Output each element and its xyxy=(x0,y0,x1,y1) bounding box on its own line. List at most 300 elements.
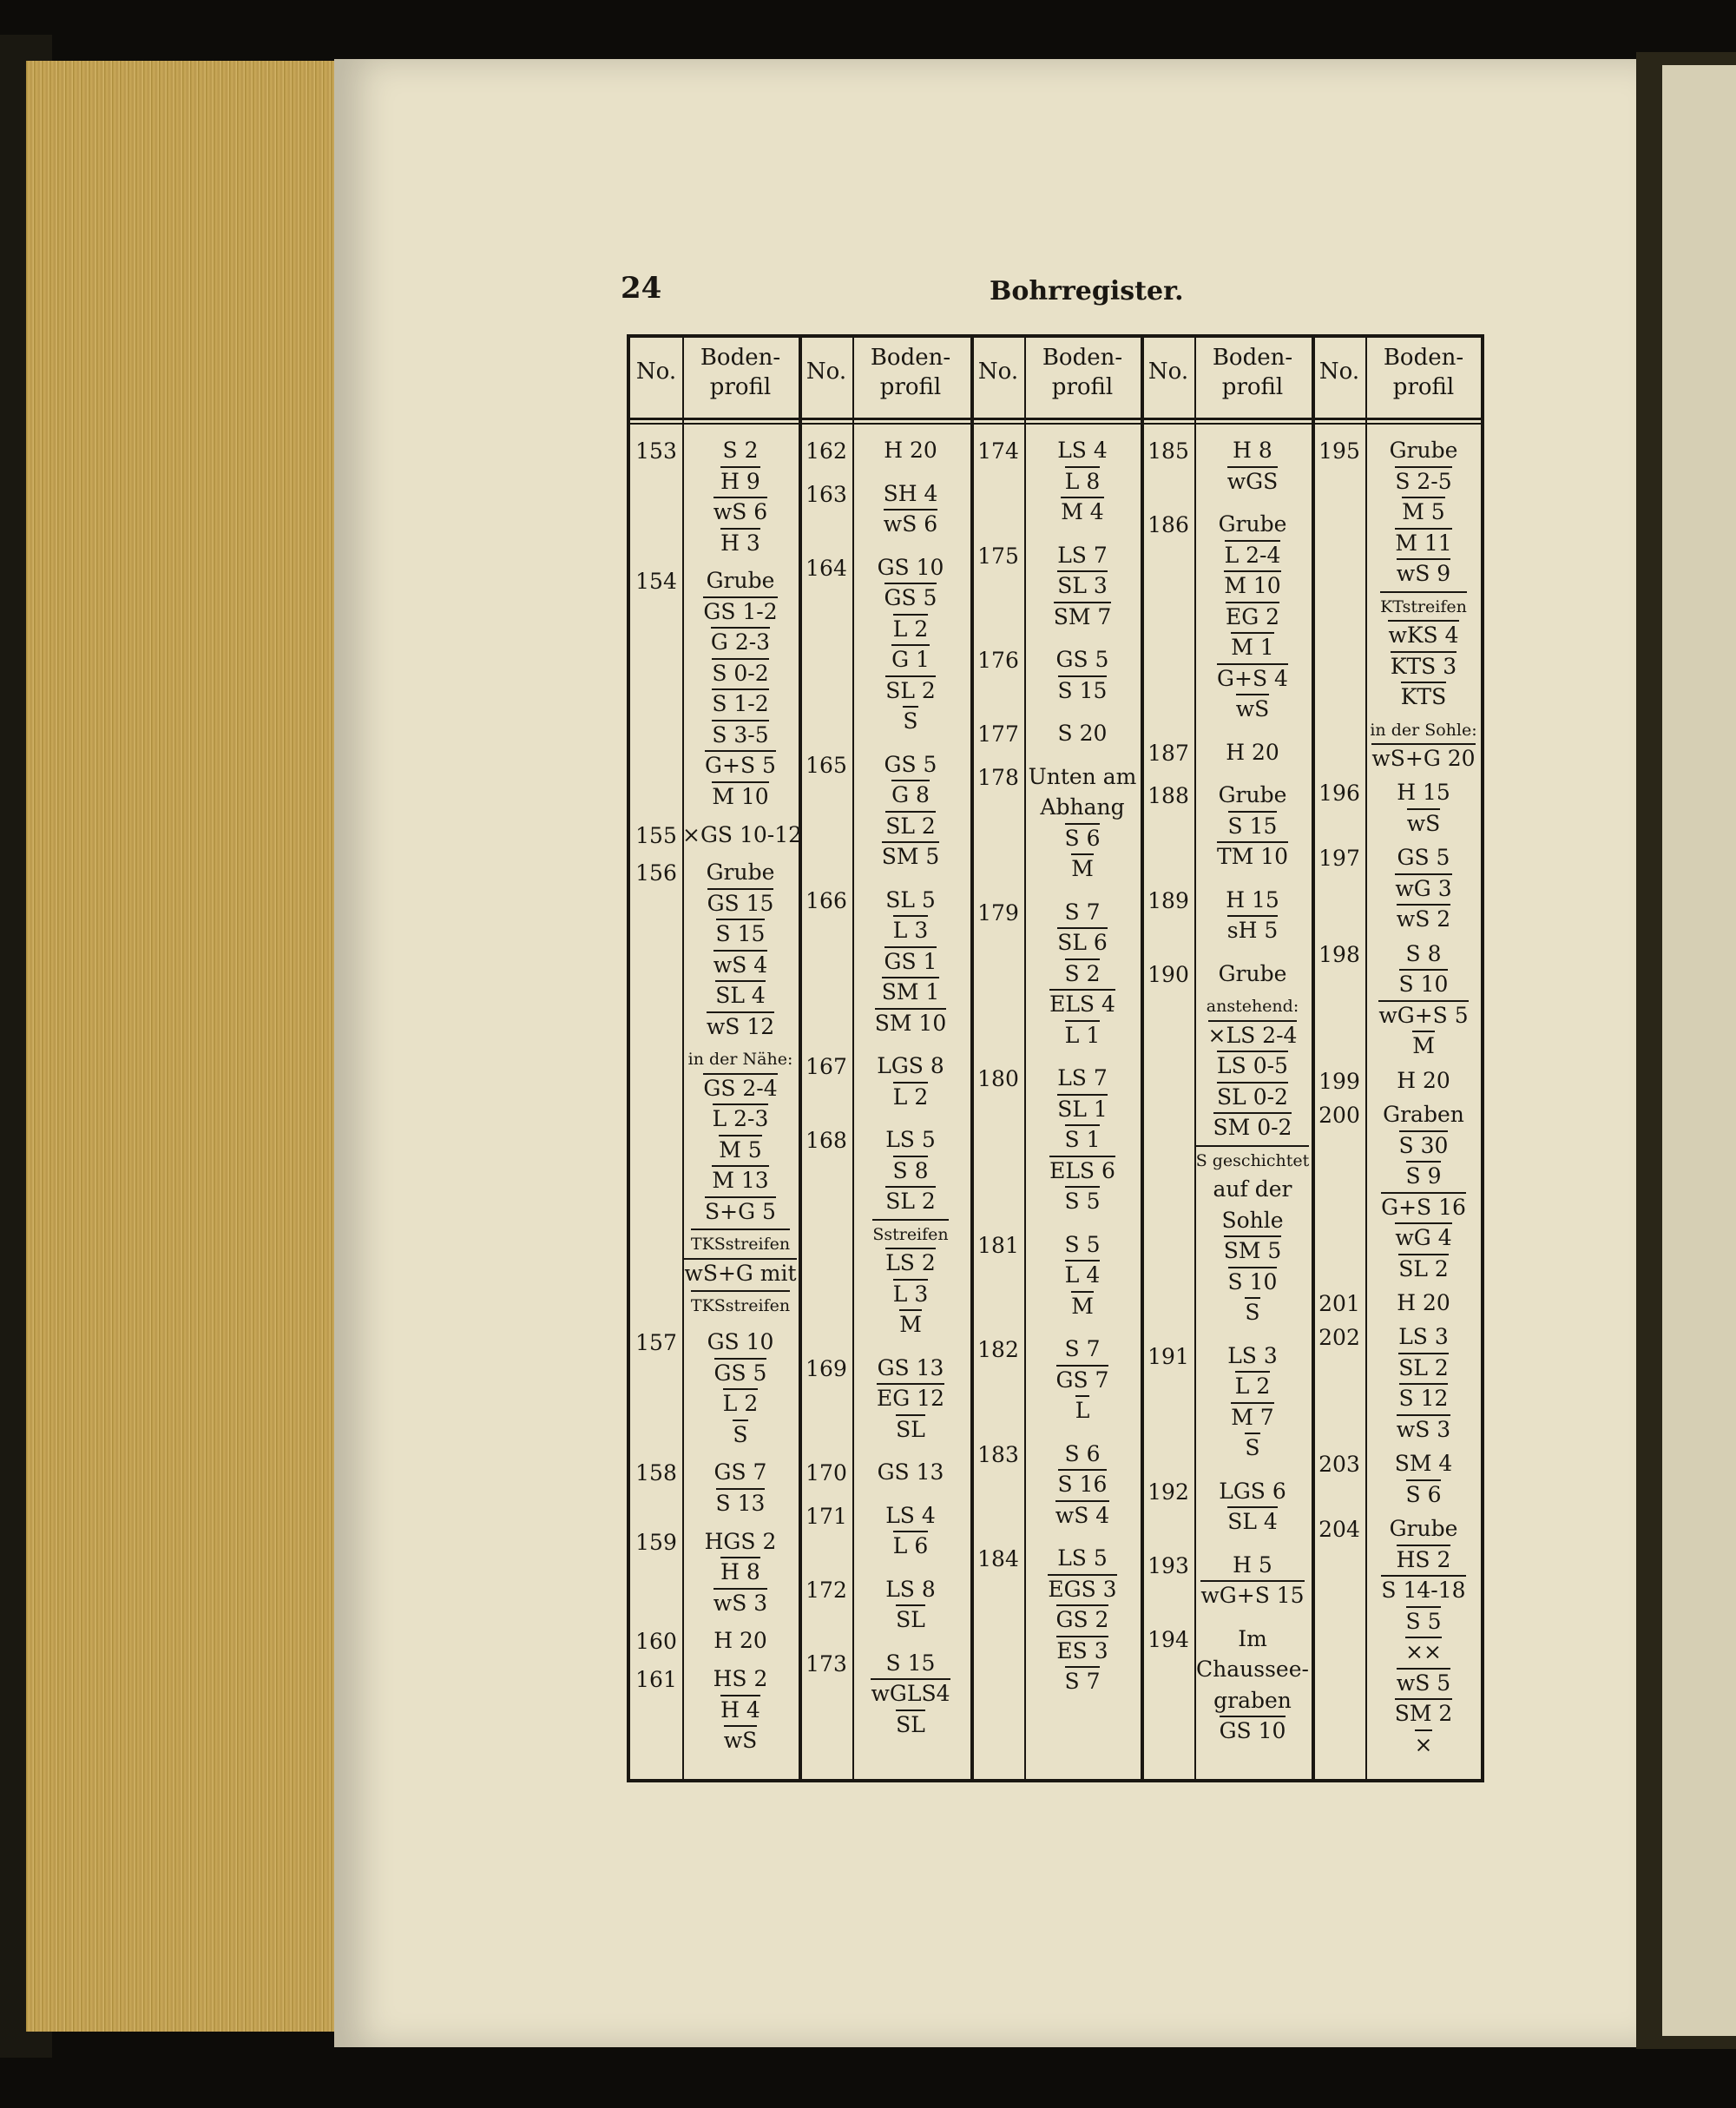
header-profile-line1: Boden- xyxy=(870,345,951,371)
profile-layer: H 20 xyxy=(1226,739,1279,765)
bohrregister-table xyxy=(627,334,1484,1782)
profile-line xyxy=(682,1327,799,1357)
profile-layer: S 1 xyxy=(1065,1124,1101,1154)
bohrung-number: 199 xyxy=(1318,1068,1360,1094)
profile-line xyxy=(1365,1606,1482,1637)
profile-line xyxy=(682,980,799,1011)
profile-line xyxy=(682,1358,799,1388)
profile-layer: KTS xyxy=(1401,682,1446,711)
profile-line xyxy=(1365,1192,1482,1222)
profile-line xyxy=(852,1082,969,1112)
profile-line xyxy=(1194,694,1311,724)
profile-line xyxy=(1365,842,1482,873)
header-bodenprofil xyxy=(852,343,969,402)
profile-line xyxy=(1024,989,1141,1019)
profile-line xyxy=(1024,1439,1141,1469)
profile-line xyxy=(852,1051,969,1081)
profile-line xyxy=(682,565,799,596)
profile-layer: Grube xyxy=(1389,438,1458,463)
profile-line xyxy=(1365,1545,1482,1575)
profile-line xyxy=(852,1124,969,1155)
profile-layer: L 3 xyxy=(893,915,928,945)
profile-layer: S 13 xyxy=(716,1488,766,1518)
profile-line xyxy=(1365,1729,1482,1760)
bohrung-number: 153 xyxy=(635,438,677,464)
profile-layer: G 2-3 xyxy=(711,627,770,656)
bohrung-number: 157 xyxy=(635,1330,677,1356)
profile-layer: H 8 xyxy=(720,1557,760,1586)
profile-layer: GS 1 xyxy=(884,946,937,976)
profile-line xyxy=(1024,1229,1141,1260)
bohrung-number: 155 xyxy=(635,822,677,848)
profile-line xyxy=(852,1709,969,1740)
profile-layer: wS 9 xyxy=(1397,558,1450,588)
profile-layer: S 12 xyxy=(1399,1383,1449,1413)
profile-line xyxy=(682,1073,799,1103)
page-header xyxy=(621,271,1184,314)
profile-layer: SL 1 xyxy=(1057,1094,1108,1123)
profile-layer: SL xyxy=(896,1709,925,1739)
profile-line xyxy=(1024,540,1141,570)
profile-line xyxy=(682,1557,799,1587)
profile-layer: SL 2 xyxy=(885,811,936,840)
profile-line xyxy=(682,466,799,497)
profile-line xyxy=(682,1258,799,1288)
bohrung-number: 164 xyxy=(806,555,847,581)
profile-line xyxy=(1194,885,1311,915)
profile-line xyxy=(1194,435,1311,465)
profile-line xyxy=(682,658,799,688)
profile-line xyxy=(682,435,799,465)
bohrung-number: 177 xyxy=(977,721,1019,747)
profile-layer: wG 3 xyxy=(1395,873,1451,903)
profile-line xyxy=(852,583,969,613)
profile-layer: M 5 xyxy=(719,1135,761,1164)
profile-line xyxy=(1194,1143,1311,1175)
profile-layer: GS 2 xyxy=(1056,1604,1109,1634)
profile-line xyxy=(1024,435,1141,465)
profile-line xyxy=(852,1414,969,1445)
profile-line xyxy=(852,749,969,780)
profile-layer: H 20 xyxy=(884,438,937,463)
header-profile-line2: profil xyxy=(1221,374,1284,400)
bohrung-number: 172 xyxy=(806,1577,847,1603)
profile-line xyxy=(1365,1321,1482,1352)
profile-line xyxy=(1024,1543,1141,1573)
profile-layer: S 6 xyxy=(1406,1479,1442,1509)
profile-line xyxy=(852,478,969,509)
profile-layer: LS 5 xyxy=(1057,1545,1108,1571)
profile-layer: S 15 xyxy=(1058,675,1108,705)
profile-line xyxy=(1365,904,1482,934)
header-bodenprofil xyxy=(1365,343,1482,402)
bohrung-number: 196 xyxy=(1318,781,1360,807)
profile-layer: S 30 xyxy=(1399,1130,1449,1160)
profile-line xyxy=(682,1457,799,1487)
profile-layer: M 5 xyxy=(1402,497,1444,526)
profile-line xyxy=(1365,1353,1482,1383)
profile-line xyxy=(1024,1666,1141,1696)
profile-layer: SL 2 xyxy=(885,1186,936,1215)
profile-line xyxy=(1194,1051,1311,1081)
bohrung-number: 198 xyxy=(1318,941,1360,967)
profile-line xyxy=(682,1488,799,1518)
profile-line xyxy=(1194,1716,1311,1746)
profile-layer: Abhang xyxy=(1040,794,1125,820)
profile-line xyxy=(1024,1186,1141,1216)
profile-layer: ×GS 10-12 xyxy=(682,821,803,847)
profile-line xyxy=(1365,528,1482,558)
profile-line xyxy=(1194,1235,1311,1266)
profile-layer: S 15 xyxy=(1228,811,1278,840)
bohrung-number: 186 xyxy=(1147,512,1189,537)
bohrung-number: 166 xyxy=(806,887,847,913)
profile-layer: LS 7 xyxy=(1057,542,1108,568)
profile-line xyxy=(682,1588,799,1618)
header-no: No. xyxy=(635,359,677,385)
profile-line xyxy=(1024,1395,1141,1426)
profile-layer: S 5 xyxy=(1065,1186,1101,1215)
profile-layer: LS 2 xyxy=(885,1248,936,1277)
bohrung-number: 175 xyxy=(977,543,1019,569)
profile-layer: SL 4 xyxy=(715,980,766,1010)
profile-line xyxy=(852,946,969,977)
profile-line xyxy=(1194,1506,1311,1537)
profile-layer: Grube xyxy=(1218,960,1287,986)
profile-line xyxy=(682,1135,799,1165)
profile-layer: S 10 xyxy=(1228,1267,1278,1296)
profile-line xyxy=(1365,651,1482,682)
profile-layer: SL 0-2 xyxy=(1217,1082,1288,1111)
profile-layer: S 8 xyxy=(893,1156,929,1185)
profile-line xyxy=(1365,743,1482,774)
profile-layer: M xyxy=(1412,1031,1435,1060)
profile-line xyxy=(1365,1161,1482,1191)
profile-layer: GS 5 xyxy=(1055,647,1109,672)
profile-layer: SM 7 xyxy=(1054,602,1112,631)
profile-layer: S 10 xyxy=(1399,969,1449,998)
profile-line xyxy=(1365,620,1482,650)
bohrung-number: 190 xyxy=(1147,961,1189,987)
profile-layer: wG+S 5 xyxy=(1378,1000,1468,1030)
profile-layer: graben xyxy=(1213,1687,1292,1713)
bohrung-number: 173 xyxy=(806,1650,847,1677)
header-profile-line1: Boden- xyxy=(1383,345,1464,371)
profile-layer: S+G 5 xyxy=(705,1196,776,1226)
profile-line xyxy=(1024,823,1141,853)
profile-line xyxy=(1194,1112,1311,1143)
profile-line xyxy=(1365,1668,1482,1698)
profile-line xyxy=(682,888,799,919)
profile-line xyxy=(1365,1254,1482,1284)
profile-line xyxy=(1024,1469,1141,1499)
profile-layer: H 4 xyxy=(720,1695,760,1724)
profile-layer: SL 2 xyxy=(885,675,936,705)
profile-layer: wS xyxy=(724,1725,758,1755)
profile-line xyxy=(1024,1020,1141,1051)
profile-layer: GS 7 xyxy=(713,1459,767,1485)
profile-layer: SL 4 xyxy=(1227,1506,1278,1536)
profile-line xyxy=(1194,509,1311,539)
profile-layer: wS+G mit xyxy=(684,1258,796,1288)
bohrung-number: 158 xyxy=(635,1460,677,1486)
profile-layer: EG 2 xyxy=(1226,602,1279,631)
profile-layer: SH 4 xyxy=(883,480,938,506)
profile-layer: G+S 16 xyxy=(1381,1192,1466,1222)
profile-line xyxy=(682,528,799,558)
profile-layer: GS 5 xyxy=(714,1358,767,1387)
profile-layer: GS 15 xyxy=(707,888,774,918)
profile-line xyxy=(1024,1291,1141,1321)
bohrung-number: 183 xyxy=(977,1441,1019,1467)
bohrung-number: 187 xyxy=(1147,740,1189,766)
profile-line xyxy=(1365,590,1482,621)
profile-layer: G+S 5 xyxy=(705,750,776,780)
profile-layer: L 4 xyxy=(1065,1260,1100,1289)
profile-line xyxy=(682,1227,799,1258)
profile-layer: L 2-4 xyxy=(1225,540,1281,570)
profile-layer: LGS 6 xyxy=(1219,1478,1286,1504)
profile-line xyxy=(852,1531,969,1561)
profile-layer: H 9 xyxy=(720,466,760,496)
bohrung-number: 182 xyxy=(977,1337,1019,1362)
profile-layer: S 6 xyxy=(1065,823,1101,853)
bohrung-number: 161 xyxy=(635,1667,677,1693)
profile-layer: wS xyxy=(1407,808,1441,838)
profile-line xyxy=(682,1725,799,1756)
profile-layer: GS 10 xyxy=(1220,1716,1286,1745)
profile-layer: H 20 xyxy=(1397,1289,1450,1315)
header-no: No. xyxy=(1318,359,1360,385)
header-rule xyxy=(630,418,1481,420)
profile-line xyxy=(1194,1685,1311,1716)
profile-layer: GS 7 xyxy=(1056,1365,1109,1394)
bohrung-number: 170 xyxy=(806,1460,847,1485)
bohrung-number: 193 xyxy=(1147,1552,1189,1578)
profile-line xyxy=(852,1353,969,1383)
profile-line xyxy=(852,509,969,539)
profile-layer: S 7 xyxy=(1064,1336,1101,1361)
profile-line xyxy=(1365,969,1482,999)
profile-layer: L 2 xyxy=(893,1082,928,1111)
profile-layer: ELS 4 xyxy=(1049,989,1115,1018)
profile-line xyxy=(852,885,969,915)
profile-line xyxy=(682,627,799,657)
bohrung-number: 201 xyxy=(1318,1290,1360,1316)
profile-line xyxy=(682,1042,799,1075)
bohrung-number: 174 xyxy=(977,438,1019,464)
profile-line xyxy=(682,857,799,887)
profile-layer: SL 5 xyxy=(885,886,936,912)
profile-line xyxy=(1024,497,1141,527)
profile-line xyxy=(682,497,799,527)
profile-line xyxy=(682,1288,799,1320)
header-profile-line1: Boden- xyxy=(1042,345,1123,371)
profile-layer: S 20 xyxy=(1057,721,1108,746)
profile-layer: L 2-3 xyxy=(713,1103,769,1133)
profile-line xyxy=(1024,570,1141,601)
profile-line xyxy=(852,1678,969,1709)
profile-layer: LS 4 xyxy=(1057,438,1108,463)
profile-line xyxy=(1365,1099,1482,1130)
profile-line xyxy=(852,1248,969,1278)
profile-layer: S 5 xyxy=(1064,1231,1101,1257)
profile-layer: anstehend: xyxy=(1206,997,1299,1016)
profile-line xyxy=(852,1574,969,1604)
profile-line xyxy=(682,1695,799,1725)
profile-layer: auf der xyxy=(1213,1176,1292,1202)
profile-layer: GS 10 xyxy=(707,1329,774,1355)
profile-line xyxy=(1024,958,1141,989)
profile-layer: M xyxy=(1071,1291,1094,1321)
profile-line xyxy=(852,915,969,945)
profile-line xyxy=(1365,873,1482,904)
profile-layer: KTS 3 xyxy=(1391,651,1457,681)
header-bodenprofil xyxy=(1024,343,1141,402)
profile-layer: wS+G 20 xyxy=(1371,743,1475,773)
profile-layer: wS 3 xyxy=(1397,1414,1450,1444)
profile-line xyxy=(1024,927,1141,958)
next-page-sliver xyxy=(1662,65,1736,2036)
bohrung-number: 192 xyxy=(1147,1479,1189,1505)
header-profile-line2: profil xyxy=(1392,374,1455,400)
profile-line xyxy=(1365,1637,1482,1667)
profile-layer: wG 4 xyxy=(1395,1222,1451,1252)
profile-line xyxy=(852,1457,969,1487)
bohrung-number: 168 xyxy=(806,1128,847,1153)
profile-layer: M 10 xyxy=(712,781,768,811)
profile-layer: Sstreifen xyxy=(872,1219,948,1248)
bohrung-number: 178 xyxy=(977,764,1019,790)
profile-line xyxy=(1024,792,1141,822)
profile-line xyxy=(1194,663,1311,694)
profile-layer: Graben xyxy=(1383,1102,1464,1127)
profile-layer: L 8 xyxy=(1065,466,1100,496)
profile-layer: LS 3 xyxy=(1227,1342,1278,1368)
profile-line xyxy=(852,811,969,841)
profile-layer: wS 3 xyxy=(713,1588,767,1617)
profile-line xyxy=(852,644,969,675)
bohrung-number: 169 xyxy=(806,1355,847,1381)
profile-layer: S 3-5 xyxy=(712,720,768,749)
profile-layer: H 5 xyxy=(1233,1551,1272,1578)
profile-layer: Grube xyxy=(706,568,775,594)
profile-layer: L 6 xyxy=(893,1531,928,1560)
profile-layer: G 8 xyxy=(891,780,930,809)
profile-layer: L 3 xyxy=(893,1279,928,1308)
profile-line xyxy=(1194,811,1311,841)
bohrung-number: 160 xyxy=(635,1629,677,1655)
profile-layer: EGS 3 xyxy=(1048,1574,1116,1604)
profile-line xyxy=(1365,777,1482,807)
page-number: 24 xyxy=(621,271,662,306)
profile-line xyxy=(1194,841,1311,872)
profile-layer: GS 1-2 xyxy=(703,596,777,626)
profile-line xyxy=(1194,989,1311,1022)
profile-line xyxy=(1024,1365,1141,1395)
profile-layer: M 10 xyxy=(1224,570,1280,600)
profile-line xyxy=(1365,1575,1482,1605)
profile-line xyxy=(852,1648,969,1678)
profile-line xyxy=(1024,853,1141,884)
profile-layer: S xyxy=(733,1420,747,1449)
profile-line xyxy=(1365,435,1482,465)
header-profile-line1: Boden- xyxy=(700,345,781,371)
profile-layer: H 15 xyxy=(1397,780,1450,806)
profile-layer: LGS 8 xyxy=(877,1053,944,1078)
bohrung-number: 163 xyxy=(806,481,847,507)
profile-line xyxy=(852,1309,969,1340)
profile-layer: S 5 xyxy=(1406,1606,1442,1636)
profile-layer: S 7 xyxy=(1065,1666,1101,1696)
profile-line xyxy=(1365,1222,1482,1253)
profile-layer: LS 5 xyxy=(885,1127,936,1152)
profile-layer: wS 4 xyxy=(1055,1500,1109,1530)
bohrung-number: 197 xyxy=(1318,846,1360,872)
profile-layer: SM 5 xyxy=(882,841,940,871)
profile-layer: wS 4 xyxy=(713,950,767,979)
header-no: No. xyxy=(977,359,1019,385)
profile-layer: S 2 xyxy=(722,438,759,463)
header-profile-line1: Boden- xyxy=(1212,345,1293,371)
bohrung-number: 181 xyxy=(977,1232,1019,1258)
profile-line xyxy=(1024,1156,1141,1186)
profile-layer: SL 3 xyxy=(1057,570,1108,600)
header-profile-line2: profil xyxy=(879,374,942,400)
profile-line xyxy=(1194,1082,1311,1112)
profile-layer: Sohle xyxy=(1221,1207,1284,1233)
profile-line xyxy=(1194,1020,1311,1051)
profile-layer: LS 4 xyxy=(885,1502,936,1528)
profile-layer: LS 7 xyxy=(1057,1065,1108,1090)
profile-layer: GS 5 xyxy=(884,751,937,777)
profile-layer: S 8 xyxy=(1405,940,1442,966)
header-bodenprofil xyxy=(1194,343,1311,402)
profile-layer: S 0-2 xyxy=(712,658,768,688)
profile-line xyxy=(852,1500,969,1531)
profile-layer: GS 2-4 xyxy=(703,1073,777,1103)
profile-layer: Grube xyxy=(706,860,775,886)
profile-layer: in der Sohle: xyxy=(1370,720,1477,740)
profile-line xyxy=(1365,682,1482,712)
profile-line xyxy=(682,1625,799,1656)
profile-layer: L 2 xyxy=(723,1388,758,1418)
profile-layer: wKS 4 xyxy=(1388,620,1458,649)
profile-layer: LS 3 xyxy=(1398,1324,1449,1350)
bohrung-number: 154 xyxy=(635,569,677,595)
profile-line xyxy=(852,977,969,1007)
profile-layer: LS 0-5 xyxy=(1217,1051,1288,1080)
profile-line xyxy=(1024,1094,1141,1124)
profile-layer: wG+S 15 xyxy=(1200,1580,1304,1610)
profile-layer: Im xyxy=(1238,1625,1267,1651)
profile-line xyxy=(852,675,969,706)
profile-line xyxy=(682,1663,799,1694)
profile-layer: GS 13 xyxy=(877,1354,944,1380)
profile-line xyxy=(1365,1513,1482,1544)
profile-layer: S 16 xyxy=(1058,1469,1108,1499)
profile-line xyxy=(1194,540,1311,570)
profile-line xyxy=(852,614,969,644)
bohrung-number: 189 xyxy=(1147,887,1189,913)
profile-layer: SM 4 xyxy=(1394,1451,1453,1477)
profile-layer: S 1-2 xyxy=(712,688,768,718)
profile-line xyxy=(682,750,799,781)
profile-layer: M 4 xyxy=(1061,497,1103,526)
profile-line xyxy=(1024,466,1141,497)
profile-layer: wS 12 xyxy=(707,1011,774,1041)
profile-line xyxy=(852,435,969,465)
